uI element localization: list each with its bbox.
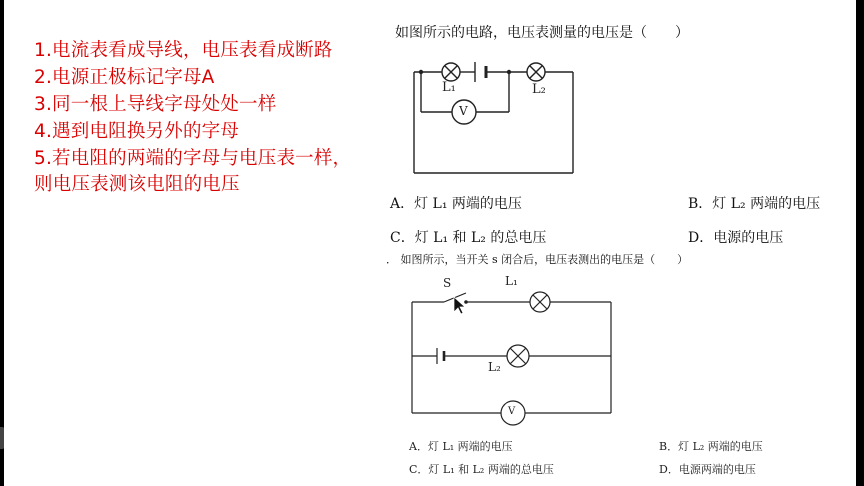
c1-label-l2: L₂ — [532, 82, 546, 97]
rule-4: 4.遇到电阻换另外的字母 — [34, 121, 240, 142]
circuit-1 — [414, 72, 573, 173]
circuit-2 — [412, 293, 611, 413]
c2-label-l2: L₂ — [488, 360, 501, 374]
question-1-text: 如图所示的电路，电压表测量的电压是（ ） — [395, 25, 689, 41]
battery-icon — [475, 62, 486, 82]
c1-voltmeter-label: V — [459, 104, 468, 118]
q1-option-c[interactable]: C．灯 L₁ 和 L₂ 的总电压 — [390, 230, 547, 246]
c2-label-l1: L₁ — [505, 274, 518, 288]
lamp-l2-icon — [527, 63, 545, 81]
q1-option-d[interactable]: D．电源的电压 — [688, 230, 784, 246]
junction-dot-left — [419, 70, 423, 74]
q1-option-a[interactable]: A．灯 L₁ 两端的电压 — [390, 196, 522, 212]
lamp-l2-icon-2 — [507, 345, 529, 367]
rule-2: 2.电源正极标记字母A — [34, 67, 215, 88]
lamp-l1-icon — [442, 63, 460, 81]
rule-6: 则电压表测该电阻的电压 — [34, 174, 240, 195]
lamp-l1-icon-2 — [530, 292, 550, 312]
q2-option-a[interactable]: A．灯 L₁ 两端的电压 — [409, 440, 513, 453]
battery-icon-2 — [437, 348, 444, 364]
rule-1: 1.电流表看成导线，电压表看成断路 — [34, 40, 333, 61]
c2-voltmeter-label: V — [508, 406, 516, 417]
rule-5: 5.若电阻的两端的字母与电压表一样， — [34, 148, 352, 169]
rule-3: 3.同一根上导线字母处处一样 — [34, 94, 277, 115]
switch-contact — [464, 300, 468, 304]
q2-option-c[interactable]: C．灯 L₁ 和 L₂ 两端的总电压 — [409, 463, 554, 476]
slide — [4, 0, 856, 486]
c1-label-l1: L₁ — [442, 80, 456, 95]
q2-option-b[interactable]: B．灯 L₂ 两端的电压 — [659, 440, 763, 453]
junction-dot-right — [507, 70, 511, 74]
mouse-cursor-icon — [454, 297, 465, 314]
q2-option-d[interactable]: D．电源两端的电压 — [659, 463, 756, 476]
c2-label-s: S — [443, 276, 452, 290]
question-2-text: ． 如图所示，当开关 s 闭合后，电压表测出的电压是（ ） — [386, 253, 689, 266]
q1-option-b[interactable]: B．灯 L₂ 两端的电压 — [688, 196, 821, 212]
